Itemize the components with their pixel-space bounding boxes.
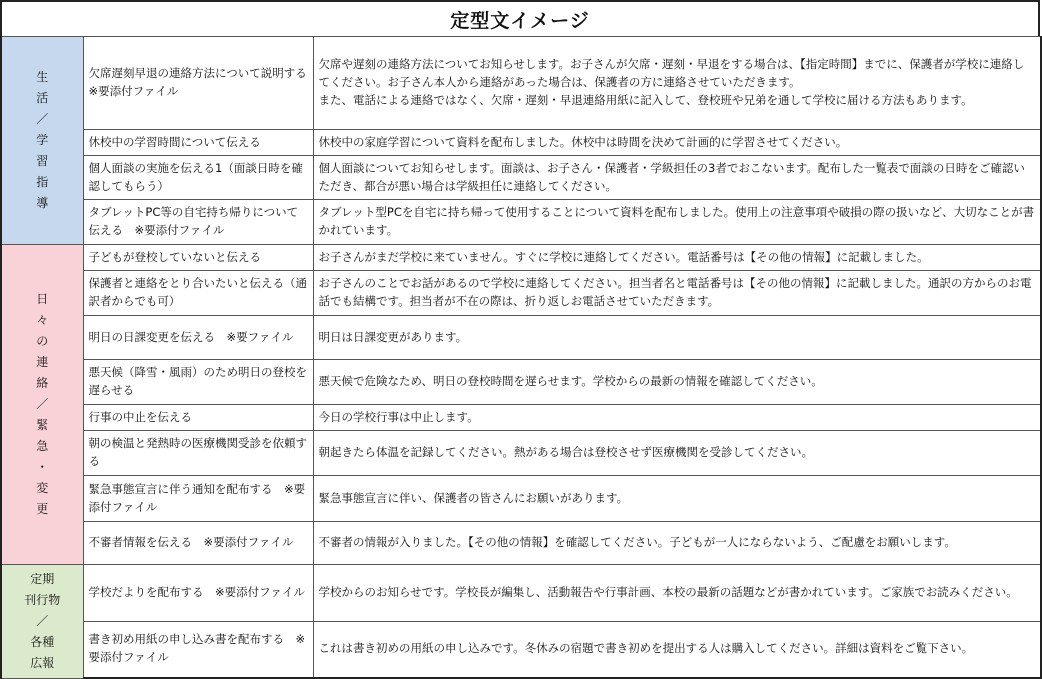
- table-row: [1, 522, 1041, 565]
- page-title: 定型文イメージ: [0, 0, 1040, 36]
- table-row: [1, 316, 1041, 360]
- topic-cell: タブレットPC等の自宅持ち帰りについて伝える ※要添付ファイル: [83, 200, 313, 245]
- message-cell: 不審者の情報が入りました。【その他の情報】を確認してください。子どもが一人にならないよう、ご配慮をお願いします。: [313, 522, 1041, 565]
- table-row: [1, 271, 1041, 316]
- table-row: [1, 200, 1041, 245]
- message-cell: これは書き初めの用紙の申し込みです。冬休みの宿題で書き初めを提出する人は購入してください。詳細は資料をご覧下さい。: [313, 621, 1041, 678]
- topic-cell: 学校だよりを配布する ※要添付ファイル: [83, 564, 313, 621]
- category-periodicals: [1, 564, 83, 678]
- topic-cell: 休校中の学習時間について伝える: [83, 130, 313, 155]
- topic-cell: 悪天候（降雪・風雨）のため明日の登校を遅らせる: [83, 359, 313, 405]
- message-cell: 休校中の家庭学習について資料を配布しました。休校中は時間を決めて計画的に学習させてください。: [313, 130, 1041, 155]
- category-label: 定期 刊行物 ／ 各種 広報: [24, 571, 61, 670]
- table-row: [1, 37, 1041, 130]
- message-cell: 緊急事態宣言に伴い、保護者の皆さんにお願いがあります。: [313, 476, 1041, 522]
- topic-cell: 緊急事態宣言に伴う通知を配布する ※要添付ファイル: [83, 476, 313, 522]
- message-cell: 個人面談についてお知らせします。面談は、お子さん・保護者・学級担任の3者でおこないます。配布した一覧表で面談の日時をご確認いただき、都合が悪い場合は学級担任に連絡してください。: [313, 155, 1041, 200]
- table-row: [1, 245, 1041, 271]
- template-table: [0, 36, 1042, 679]
- category-label: 生 活 ／ 学 習 指 導: [36, 70, 49, 211]
- table-row: [1, 430, 1041, 476]
- table-row: [1, 359, 1041, 405]
- message-cell: 悪天候で危険なため、明日の登校時間を遅らせます。学校からの最新の情報を確認してください。: [313, 359, 1041, 405]
- table-row: [1, 476, 1041, 522]
- category-life-study: [1, 37, 83, 245]
- message-cell: タブレット型PCを自宅に持ち帰って使用することについて資料を配布しました。使用上の注意事項や破損の際の扱いなど、大切なことが書かれています。: [313, 200, 1041, 245]
- message-cell: 朝起きたら体温を記録してください。熱がある場合は登校させず医療機関を受診してください。: [313, 430, 1041, 476]
- topic-cell: 個人面談の実施を伝える1（面談日時を確認してもらう）: [83, 155, 313, 200]
- message-cell: 今日の学校行事は中止します。: [313, 405, 1041, 430]
- table-row: [1, 130, 1041, 155]
- topic-cell: 明日の日課変更を伝える ※要ファイル: [83, 316, 313, 360]
- table-row: [1, 155, 1041, 200]
- category-label: 日 々 の 連 絡 ／ 緊 急 ・ 変 更: [36, 291, 49, 516]
- message-cell: 学校からのお知らせです。学校長が編集し、活動報告や行事計画、本校の最新の話題などが書かれています。ご家族でお読みください。: [313, 564, 1041, 621]
- table-row: [1, 564, 1041, 621]
- topic-cell: 書き初め用紙の申し込み書を配布する ※要添付ファイル: [83, 621, 313, 678]
- topic-cell: 不審者情報を伝える ※要添付ファイル: [83, 522, 313, 565]
- topic-cell: 行事の中止を伝える: [83, 405, 313, 430]
- message-cell: お子さんのことでお話があるので学校に連絡してください。担当者名と電話番号は【その他の情報】に記載しました。通訳の方からのお電話でも結構です。担当者が不在の際は、折り返しお電話させていただきます。: [313, 271, 1041, 316]
- category-daily-emergency: [1, 245, 83, 565]
- topic-cell: 保護者と連絡をとり合いたいと伝える（通訳者からでも可）: [83, 271, 313, 316]
- topic-cell: 朝の検温と発熱時の医療機関受診を依頼する: [83, 430, 313, 476]
- topic-cell: 子どもが登校していないと伝える: [83, 245, 313, 271]
- table-row: [1, 621, 1041, 678]
- message-cell: 欠席や遅刻の連絡方法についてお知らせします。お子さんが欠席・遅刻・早退をする場合は、【指定時間】までに、保護者が学校に連絡してください。お子さん本人から連絡があった場合は、保護者の方に連絡させていただきます。 また、電話による連絡ではなく、欠席・遅刻・早退連絡用紙に記入して、登校班や兄弟を通して学校に届ける方法もあります。: [313, 37, 1041, 130]
- table-row: [1, 405, 1041, 430]
- topic-cell: 欠席遅刻早退の連絡方法について説明する ※要添付ファイル: [83, 37, 313, 130]
- message-cell: お子さんがまだ学校に来ていません。すぐに学校に連絡してください。電話番号は【その他の情報】に記載しました。: [313, 245, 1041, 271]
- message-cell: 明日は日課変更があります。: [313, 316, 1041, 360]
